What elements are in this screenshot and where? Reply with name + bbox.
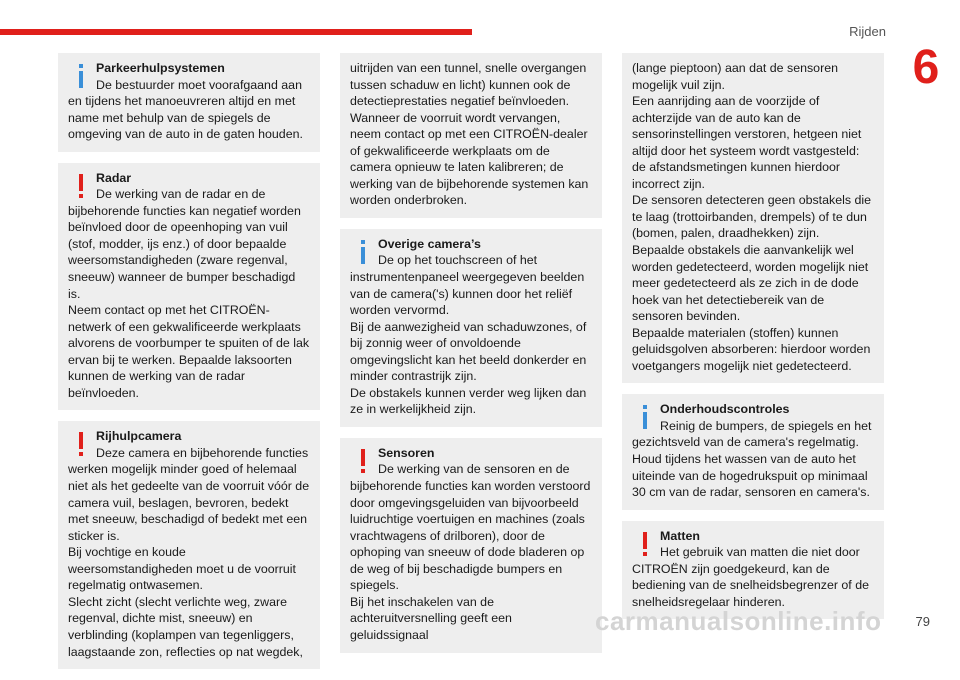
column-1 — [58, 53, 320, 680]
note-matten — [622, 521, 884, 620]
note-text: De werking van de sensoren en de bijbehorende functies kan worden verstoord door omgevingsgeluiden van bijvoorbeeld luidruchtige voertuigen en machines (zoals vrachtwagens of drilboren), door de ophoping van sneeuw of dode bladeren op de weg of bij beschadigde bumpers en spiegels. Bij het inschakelen van de achteruitversnelling geeft een geluidssignaal — [350, 462, 591, 642]
column-3 — [622, 53, 884, 630]
note-onderhoudscontroles — [622, 394, 884, 509]
column-2 — [340, 53, 602, 664]
note-text: Reinig de bumpers, de spiegels en het gezichtsveld van de camera's regelmatig. Houd tijdens het wassen van de auto het uiteinde van de hogedrukspuit op minimaal 30 cm van de radar, sensoren en camera's. — [632, 418, 872, 500]
note-radar — [58, 163, 320, 411]
note-text: De op het touchscreen of het instrumentenpaneel weergegeven beelden van de camera('s) kunnen door het reliëf worden vervormd. Bij de aanwezigheid van schaduwzones, of bij zonnig weer of onvoldoende omgevingslicht kan het beeld donkerder en minder contrastrijk zijn. De obstakels kunnen verder weg lijken dan ze in werkelijkheid zijn. — [350, 253, 587, 417]
note-title: Rijhulpcamera — [96, 429, 182, 444]
note-title: Onderhoudscontroles — [660, 402, 790, 417]
note-title: Overige camera’s — [378, 236, 481, 251]
note-rijhulpcamera-continued — [340, 53, 602, 218]
note-text: Deze camera en bijbehorende functies werken mogelijk minder goed of helemaal niet als het gedeelte van de voorruit vóór de camera vuil, beslagen, bevroren, bedekt met sneeuw, beschadigd of bedekt met een sticker is. Bij vochtige en koude weersomstandigheden moet u de voorruit regelmatig ontwasemen. Slecht zicht (slecht verlichte weg, zware regenval, dichte mist, sneeuw) en verblinding (koplampen van tegenliggers, laagstaande zon, reflecties op nat wegdek, — [68, 445, 310, 659]
note-text: De bestuurder moet voorafgaand aan en tijdens het manoeuvreren altijd en met name met behulp van de spiegels de omgeving van de auto in de gaten houden. — [68, 77, 303, 142]
page-number: 79 — [915, 614, 930, 629]
note-text: uitrijden van een tunnel, snelle overgangen tussen schaduw en licht) kunnen ook de detectieprestaties negatief beïnvloeden. Wanneer de voorruit wordt vervangen, neem contact op met een CITROËN-dealer of gekwalificeerde werkplaats om de camera opnieuw te laten kalibreren; de werking van de bijbehorende systemen kan worden onderbroken. — [350, 61, 589, 208]
warning-icon — [350, 445, 374, 473]
note-sensoren — [340, 438, 602, 653]
header-accent-bar — [0, 29, 472, 35]
info-icon — [632, 401, 656, 429]
info-icon — [68, 60, 92, 88]
note-title: Parkeerhulpsystemen — [96, 61, 225, 75]
warning-icon — [68, 428, 92, 456]
note-text: (lange pieptoon) aan dat de sensoren mogelijk vuil zijn. Een aanrijding aan de voorzijde of achterzijde van de auto kan de sensorinstellingen verstoren, hetgeen niet altijd door het systeem wordt vastgesteld: de afstandsmetingen kunnen hierdoor incorrect zijn. De sensoren detecteren geen obstakels die te laag (trottoirbanden, drempels) of te dun (bomen, palen, draadhekken) zijn. Bepaalde obstakels die aanvankelijk wel worden gedetecteerd, worden mogelijk niet meer gedetecteerd als ze zich in de dode hoek van het detectiebereik van de sensoren bevinden. Bepaalde materialen (stoffen) kunnen geluidsgolven absorberen: hierdoor worden voetgangers mogelijk niet gedetecteerd. — [632, 61, 872, 373]
note-text: De werking van de radar en de bijbehorende functies kan negatief worden beïnvloed door de opeenhoping van vuil (stof, modder, ijs enz.) of door bepaalde weersomstandigheden (zware regenval, sneeuw) wanneer de bumper beschadigd is. Neem contact op met het CITROËN-netwerk of een gekwalificeerde werkplaats alvorens de voorbumper te spuiten of de lak ervan bij te werken. Bepaalde laksoorten kunnen de werking van de radar beïnvloeden. — [68, 187, 310, 400]
info-icon — [350, 236, 374, 264]
note-title: Radar — [96, 170, 132, 185]
note-overige-cameras — [340, 229, 602, 427]
warning-icon — [68, 170, 92, 198]
section-title: Rijden — [849, 24, 886, 39]
note-title: Sensoren — [378, 445, 435, 460]
note-title: Matten — [660, 528, 700, 543]
note-parkeerhulpsystemen — [58, 53, 320, 152]
note-sensoren-continued — [622, 53, 884, 383]
chapter-number: 6 — [912, 41, 940, 94]
watermark: carmanualsonline.info — [595, 606, 882, 636]
warning-icon — [632, 528, 656, 556]
note-rijhulpcamera — [58, 421, 320, 669]
note-text: Het gebruik van matten die niet door CITROËN zijn goedgekeurd, kan de bediening van de snelheidsbegrenzer of de snelheidsregelaar hinderen. — [632, 545, 869, 609]
